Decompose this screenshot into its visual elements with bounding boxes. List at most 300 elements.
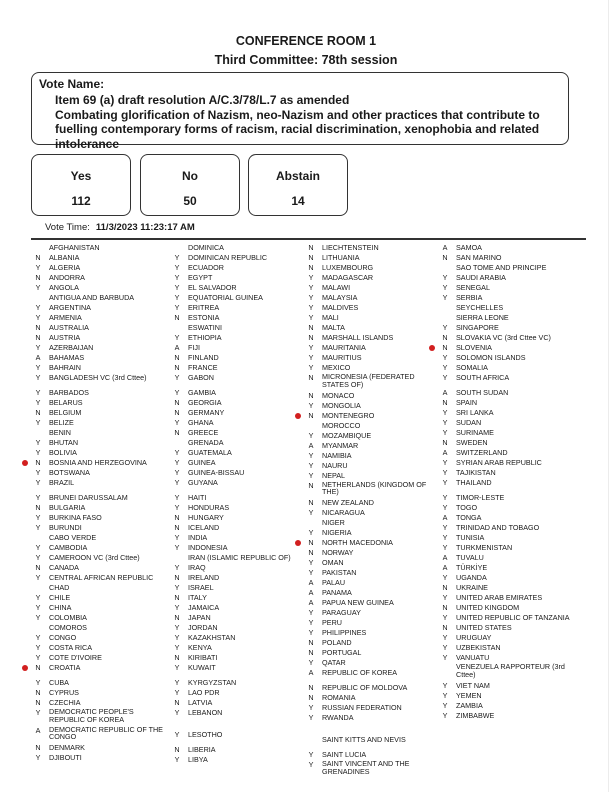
- vote-code: N: [308, 263, 314, 272]
- country-name: BOLIVIA: [49, 448, 77, 457]
- country-row: [33, 503, 168, 513]
- country-row: [306, 683, 431, 693]
- country-row: [33, 573, 168, 583]
- country-name: RWANDA: [322, 713, 354, 722]
- vote-code: N: [308, 253, 314, 262]
- vote-code: Y: [35, 678, 41, 687]
- vote-code: Y: [442, 493, 448, 502]
- tally-no: [140, 154, 240, 216]
- country-name: IRAQ: [188, 563, 206, 572]
- country-name: SAINT KITTS AND NEVIS: [322, 735, 406, 744]
- vote-name-box: [31, 72, 569, 151]
- country-name: SLOVENIA: [456, 343, 492, 352]
- country-name: NAURU: [322, 460, 348, 470]
- tally-no-value: 50: [183, 194, 197, 208]
- country-row: [306, 333, 431, 343]
- country-row: [172, 303, 302, 313]
- country-name: DOMINICAN REPUBLIC: [188, 253, 268, 262]
- country-row: [33, 323, 168, 333]
- vote-code: Y: [442, 633, 448, 642]
- vote-code: Y: [174, 663, 180, 672]
- country-row: [440, 408, 580, 418]
- country-name: ESTONIA: [188, 313, 220, 322]
- country-name: EL SALVADOR: [188, 283, 237, 292]
- country-name: SOMALIA: [456, 363, 488, 372]
- country-name: GREECE: [188, 428, 219, 437]
- vote-code: N: [308, 390, 314, 400]
- vote-code: Y: [308, 750, 314, 759]
- country-row: [33, 643, 168, 653]
- vote-code: N: [35, 408, 41, 417]
- country-row: [440, 603, 580, 613]
- country-column-4: [440, 243, 580, 721]
- vote-code: Y: [308, 470, 314, 480]
- country-name: NICARAGUA: [322, 508, 365, 517]
- country-name: GHANA: [188, 418, 214, 427]
- vote-code: N: [442, 398, 448, 407]
- vote-code: N: [35, 458, 41, 467]
- vote-code: Y: [442, 468, 448, 477]
- country-name: BULGARIA: [49, 503, 86, 512]
- country-name: PERU: [322, 618, 342, 627]
- country-row: [440, 623, 580, 633]
- vote-code: Y: [174, 730, 180, 739]
- vote-code: Y: [174, 273, 180, 282]
- country-row: [440, 353, 580, 363]
- country-row: [33, 613, 168, 623]
- country-name: JAMAICA: [188, 603, 220, 612]
- country-name: ANDORRA: [49, 273, 85, 282]
- vote-code: A: [442, 388, 448, 397]
- country-row: [172, 438, 302, 448]
- country-name: CHAD: [49, 583, 70, 592]
- country-row: [33, 593, 168, 603]
- vote-code: N: [308, 683, 314, 692]
- vote-code: Y: [174, 708, 180, 717]
- country-row: [440, 573, 580, 583]
- country-name: SOUTH SUDAN: [456, 388, 509, 397]
- country-row: [440, 523, 580, 533]
- country-row: [33, 513, 168, 523]
- country-name: KYRGYZSTAN: [188, 678, 237, 687]
- country-row: [440, 373, 580, 383]
- vote-code: Y: [308, 273, 314, 282]
- country-name: LIECHTENSTEIN: [322, 243, 379, 252]
- country-row: [306, 693, 431, 703]
- vote-code: N: [35, 253, 41, 262]
- country-row: [172, 418, 302, 428]
- country-name: ZIMBABWE: [456, 710, 495, 720]
- vote-code: Y: [442, 293, 448, 302]
- country-row: [440, 263, 580, 273]
- country-name: UNITED STATES: [456, 623, 512, 632]
- country-name: BELIZE: [49, 418, 74, 427]
- vote-code: N: [174, 653, 180, 662]
- vote-code: Y: [35, 468, 41, 477]
- country-row: [172, 458, 302, 468]
- country-name: LITHUANIA: [322, 253, 360, 262]
- vote-code: A: [442, 243, 448, 252]
- country-name: HUNGARY: [188, 513, 224, 522]
- vote-code: N: [174, 745, 180, 754]
- country-row: [33, 743, 168, 753]
- country-row: [172, 448, 302, 458]
- country-name: MARSHALL ISLANDS: [322, 333, 394, 342]
- country-row: [33, 438, 168, 448]
- country-row: [306, 608, 431, 618]
- country-name: THAILAND: [456, 478, 492, 487]
- country-name: SAINT VINCENT AND THE GRENADINES: [322, 759, 410, 776]
- country-row: [440, 438, 580, 448]
- vote-code: Y: [308, 713, 314, 722]
- country-name: SWEDEN: [456, 438, 488, 447]
- red-dot-marker-icon: [22, 665, 28, 671]
- country-name: TOGO: [456, 503, 478, 512]
- country-name: SWITZERLAND: [456, 448, 508, 457]
- country-row: [306, 703, 431, 713]
- country-name: CAMBODIA: [49, 543, 88, 552]
- country-row: [172, 698, 302, 708]
- vote-code: Y: [308, 353, 314, 362]
- country-name: VANUATU: [456, 653, 490, 662]
- country-row: [306, 461, 431, 471]
- country-row: [172, 583, 302, 593]
- vote-code: Y: [308, 450, 314, 460]
- vote-code: N: [308, 333, 314, 342]
- country-name: LIBERIA: [188, 745, 216, 754]
- country-row: [172, 708, 302, 718]
- country-row: [33, 273, 168, 283]
- vote-code: Y: [308, 658, 314, 667]
- vote-code: N: [174, 523, 180, 532]
- country-row: [306, 373, 431, 391]
- country-name: SLOVAKIA VC (3rd Cttee VC): [456, 333, 551, 342]
- vote-code: Y: [35, 283, 41, 292]
- vote-code: N: [442, 583, 448, 592]
- country-name: HAITI: [188, 493, 207, 502]
- country-row: [306, 343, 431, 353]
- country-name: TRINIDAD AND TOBAGO: [456, 523, 540, 532]
- country-name: CROATIA: [49, 663, 81, 672]
- country-row: [33, 418, 168, 428]
- country-name: ITALY: [188, 593, 207, 602]
- country-row: [306, 568, 431, 578]
- country-name: PARAGUAY: [322, 608, 361, 617]
- vote-code: N: [308, 538, 314, 547]
- vote-code: N: [308, 373, 314, 382]
- country-name: NEPAL: [322, 470, 346, 480]
- country-row: [33, 563, 168, 573]
- country-row: [172, 543, 302, 553]
- vote-code: N: [174, 313, 180, 322]
- country-name: MOROCCO: [322, 420, 361, 430]
- country-name: DEMOCRATIC REPUBLIC OF THE CONGO: [49, 724, 163, 741]
- country-row: [172, 388, 302, 398]
- vote-time: [45, 222, 195, 233]
- country-name: UKRAINE: [456, 583, 488, 592]
- vote-code: Y: [35, 543, 41, 552]
- vote-code: Y: [442, 523, 448, 532]
- vote-code: N: [35, 323, 41, 332]
- country-row: [306, 518, 431, 528]
- vote-code: Y: [442, 710, 448, 720]
- vote-code: N: [308, 480, 314, 490]
- country-name: KENYA: [188, 643, 212, 652]
- divider: [31, 238, 586, 240]
- country-row: [440, 563, 580, 573]
- country-row: [172, 343, 302, 353]
- vote-code: Y: [174, 478, 180, 487]
- country-row: [172, 563, 302, 573]
- country-name: ECUADOR: [188, 263, 224, 272]
- vote-code: N: [442, 253, 448, 262]
- country-row: [306, 323, 431, 333]
- country-name: NORTH MACEDONIA: [322, 538, 393, 547]
- vote-code: N: [442, 333, 448, 342]
- country-row: [172, 613, 302, 623]
- country-row: [172, 513, 302, 523]
- country-name: ETHIOPIA: [188, 333, 222, 342]
- country-name: PAPUA NEW GUINEA: [322, 598, 394, 607]
- vote-code: Y: [442, 363, 448, 372]
- vote-code: Y: [308, 618, 314, 627]
- country-row: [172, 263, 302, 273]
- country-name: SAN MARINO: [456, 253, 502, 262]
- vote-code: N: [442, 623, 448, 632]
- vote-code: N: [35, 663, 41, 672]
- country-row: [306, 760, 431, 778]
- country-row: [440, 313, 580, 323]
- vote-code: Y: [442, 373, 448, 382]
- country-row: [440, 553, 580, 563]
- country-row: [33, 428, 168, 438]
- country-row: [33, 313, 168, 323]
- country-name: RUSSIAN FEDERATION: [322, 703, 402, 712]
- country-row: [306, 303, 431, 313]
- vote-code: Y: [308, 343, 314, 352]
- red-dot-marker-icon: [429, 345, 435, 351]
- country-name: FRANCE: [188, 363, 218, 372]
- country-name: SOUTH AFRICA: [456, 373, 510, 382]
- vote-code: Y: [35, 603, 41, 612]
- vote-code: Y: [35, 363, 41, 372]
- country-name: SOLOMON ISLANDS: [456, 353, 526, 362]
- country-row: [440, 323, 580, 333]
- country-row: [306, 588, 431, 598]
- country-row: [172, 678, 302, 688]
- country-row: [33, 603, 168, 613]
- country-name: TUNISIA: [456, 533, 485, 542]
- country-row: [33, 688, 168, 698]
- vote-code: Y: [442, 273, 448, 282]
- country-name: URUGUAY: [456, 633, 492, 642]
- country-name: UNITED REPUBLIC OF TANZANIA: [456, 613, 570, 622]
- country-name: AUSTRALIA: [49, 323, 89, 332]
- vote-code: Y: [35, 708, 41, 717]
- country-row: [172, 408, 302, 418]
- country-name: IRELAND: [188, 573, 220, 582]
- country-row: [172, 603, 302, 613]
- vote-code: Y: [308, 363, 314, 372]
- country-row: [440, 543, 580, 553]
- vote-code: Y: [308, 400, 314, 410]
- country-name: REPUBLIC OF MOLDOVA: [322, 683, 408, 692]
- country-name: JORDAN: [188, 623, 218, 632]
- country-name: CAMEROON VC (3rd Cttee): [49, 553, 140, 562]
- vote-code: Y: [308, 303, 314, 312]
- vote-code: Y: [442, 458, 448, 467]
- country-name: MAURITANIA: [322, 343, 366, 352]
- vote-code: Y: [174, 503, 180, 512]
- vote-code: Y: [35, 438, 41, 447]
- country-row: [306, 391, 431, 401]
- country-row: [440, 253, 580, 263]
- country-name: ARMENIA: [49, 313, 82, 322]
- vote-code: Y: [174, 633, 180, 642]
- country-row: [172, 273, 302, 283]
- vote-code: Y: [174, 373, 180, 382]
- vote-code: Y: [442, 613, 448, 622]
- country-row: [172, 313, 302, 323]
- country-row: [172, 253, 302, 263]
- vote-code: Y: [35, 388, 41, 397]
- country-name: MALAWI: [322, 283, 351, 292]
- country-row: [172, 663, 302, 673]
- country-name: FINLAND: [188, 353, 219, 362]
- vote-code: A: [442, 513, 448, 522]
- country-row: [440, 363, 580, 373]
- country-row: [172, 533, 302, 543]
- country-row: [33, 753, 168, 763]
- country-row: [172, 653, 302, 663]
- country-row: [440, 333, 580, 343]
- country-name: NORWAY: [322, 548, 354, 557]
- vote-code: Y: [442, 700, 448, 710]
- country-name: TIMOR-LESTE: [456, 493, 505, 502]
- country-name: UNITED ARAB EMIRATES: [456, 593, 543, 602]
- vote-code: Y: [308, 430, 314, 440]
- country-row: [306, 735, 431, 745]
- country-name: EGYPT: [188, 273, 213, 282]
- country-name: KAZAKHSTAN: [188, 633, 236, 642]
- country-row: [172, 553, 302, 563]
- vote-code: N: [308, 498, 314, 507]
- country-row: [172, 353, 302, 363]
- vote-code: N: [308, 243, 314, 252]
- vote-code: Y: [308, 703, 314, 712]
- country-row: [306, 273, 431, 283]
- vote-code: N: [308, 648, 314, 657]
- country-row: [33, 243, 168, 253]
- vote-code: Y: [442, 573, 448, 582]
- country-row: [33, 293, 168, 303]
- country-name: DEMOCRATIC PEOPLE'S REPUBLIC OF KOREA: [49, 707, 134, 724]
- vote-code: N: [308, 693, 314, 702]
- country-row: [440, 388, 580, 398]
- vote-code: Y: [308, 293, 314, 302]
- country-name: INDIA: [188, 533, 208, 542]
- country-name: YEMEN: [456, 690, 482, 700]
- country-row: [440, 533, 580, 543]
- country-row: [440, 711, 580, 721]
- vote-code: Y: [35, 398, 41, 407]
- vote-code: Y: [308, 628, 314, 637]
- country-name: CHINA: [49, 603, 72, 612]
- tally-abstain: [248, 154, 348, 216]
- vote-code: Y: [35, 343, 41, 352]
- vote-name-label: Vote Name:: [39, 77, 105, 91]
- country-row: [306, 481, 431, 499]
- country-name: GUYANA: [188, 478, 218, 487]
- vote-code: A: [442, 553, 448, 562]
- vote-code: Y: [174, 303, 180, 312]
- vote-code: Y: [35, 643, 41, 652]
- country-name: MALI: [322, 313, 339, 322]
- vote-code: N: [174, 698, 180, 707]
- country-name: BENIN: [49, 428, 71, 437]
- country-name: GUATEMALA: [188, 448, 232, 457]
- country-row: [172, 363, 302, 373]
- country-name: NETHERLANDS (KINGDOM OF THE): [322, 479, 427, 496]
- country-name: BOSNIA AND HERZEGOVINA: [49, 458, 147, 467]
- tally-yes-value: 112: [71, 194, 91, 208]
- country-row: [172, 623, 302, 633]
- country-name: PORTUGAL: [322, 648, 362, 657]
- country-name: NIGER: [322, 518, 345, 527]
- country-name: LEBANON: [188, 708, 223, 717]
- country-row: [172, 493, 302, 503]
- country-row: [33, 458, 168, 468]
- country-row: [33, 633, 168, 643]
- country-row: [306, 421, 431, 431]
- country-name: ICELAND: [188, 523, 220, 532]
- country-row: [172, 523, 302, 533]
- country-row: [33, 343, 168, 353]
- country-row: [440, 273, 580, 283]
- country-name: MAURITIUS: [322, 353, 362, 362]
- country-name: BARBADOS: [49, 388, 89, 397]
- vote-code: A: [35, 353, 41, 362]
- country-row: [440, 593, 580, 603]
- country-name: LESOTHO: [188, 730, 223, 739]
- country-row: [33, 408, 168, 418]
- session-title: Third Committee: 78th session: [214, 53, 398, 67]
- country-row: [33, 533, 168, 543]
- vote-code: Y: [442, 353, 448, 362]
- tally-abstain-value: 14: [291, 194, 305, 208]
- country-name: SAO TOME AND PRINCIPE: [456, 263, 547, 272]
- country-name: OMAN: [322, 558, 344, 567]
- country-row: [306, 293, 431, 303]
- tally-yes-label: Yes: [70, 169, 92, 183]
- vote-code: A: [308, 668, 314, 677]
- country-name: GABON: [188, 373, 214, 382]
- country-name: BURUNDI: [49, 523, 82, 532]
- country-row: [306, 578, 431, 588]
- vote-code: Y: [174, 563, 180, 572]
- vote-code: Y: [35, 613, 41, 622]
- vote-code: A: [308, 578, 314, 587]
- country-row: [33, 353, 168, 363]
- vote-code: N: [174, 408, 180, 417]
- country-row: [172, 283, 302, 293]
- country-name: COLOMBIA: [49, 613, 87, 622]
- red-dot-marker-icon: [295, 413, 301, 419]
- country-name: MADAGASCAR: [322, 273, 374, 282]
- country-name: AUSTRIA: [49, 333, 81, 342]
- vote-code: Y: [35, 418, 41, 427]
- country-name: LUXEMBOURG: [322, 263, 374, 272]
